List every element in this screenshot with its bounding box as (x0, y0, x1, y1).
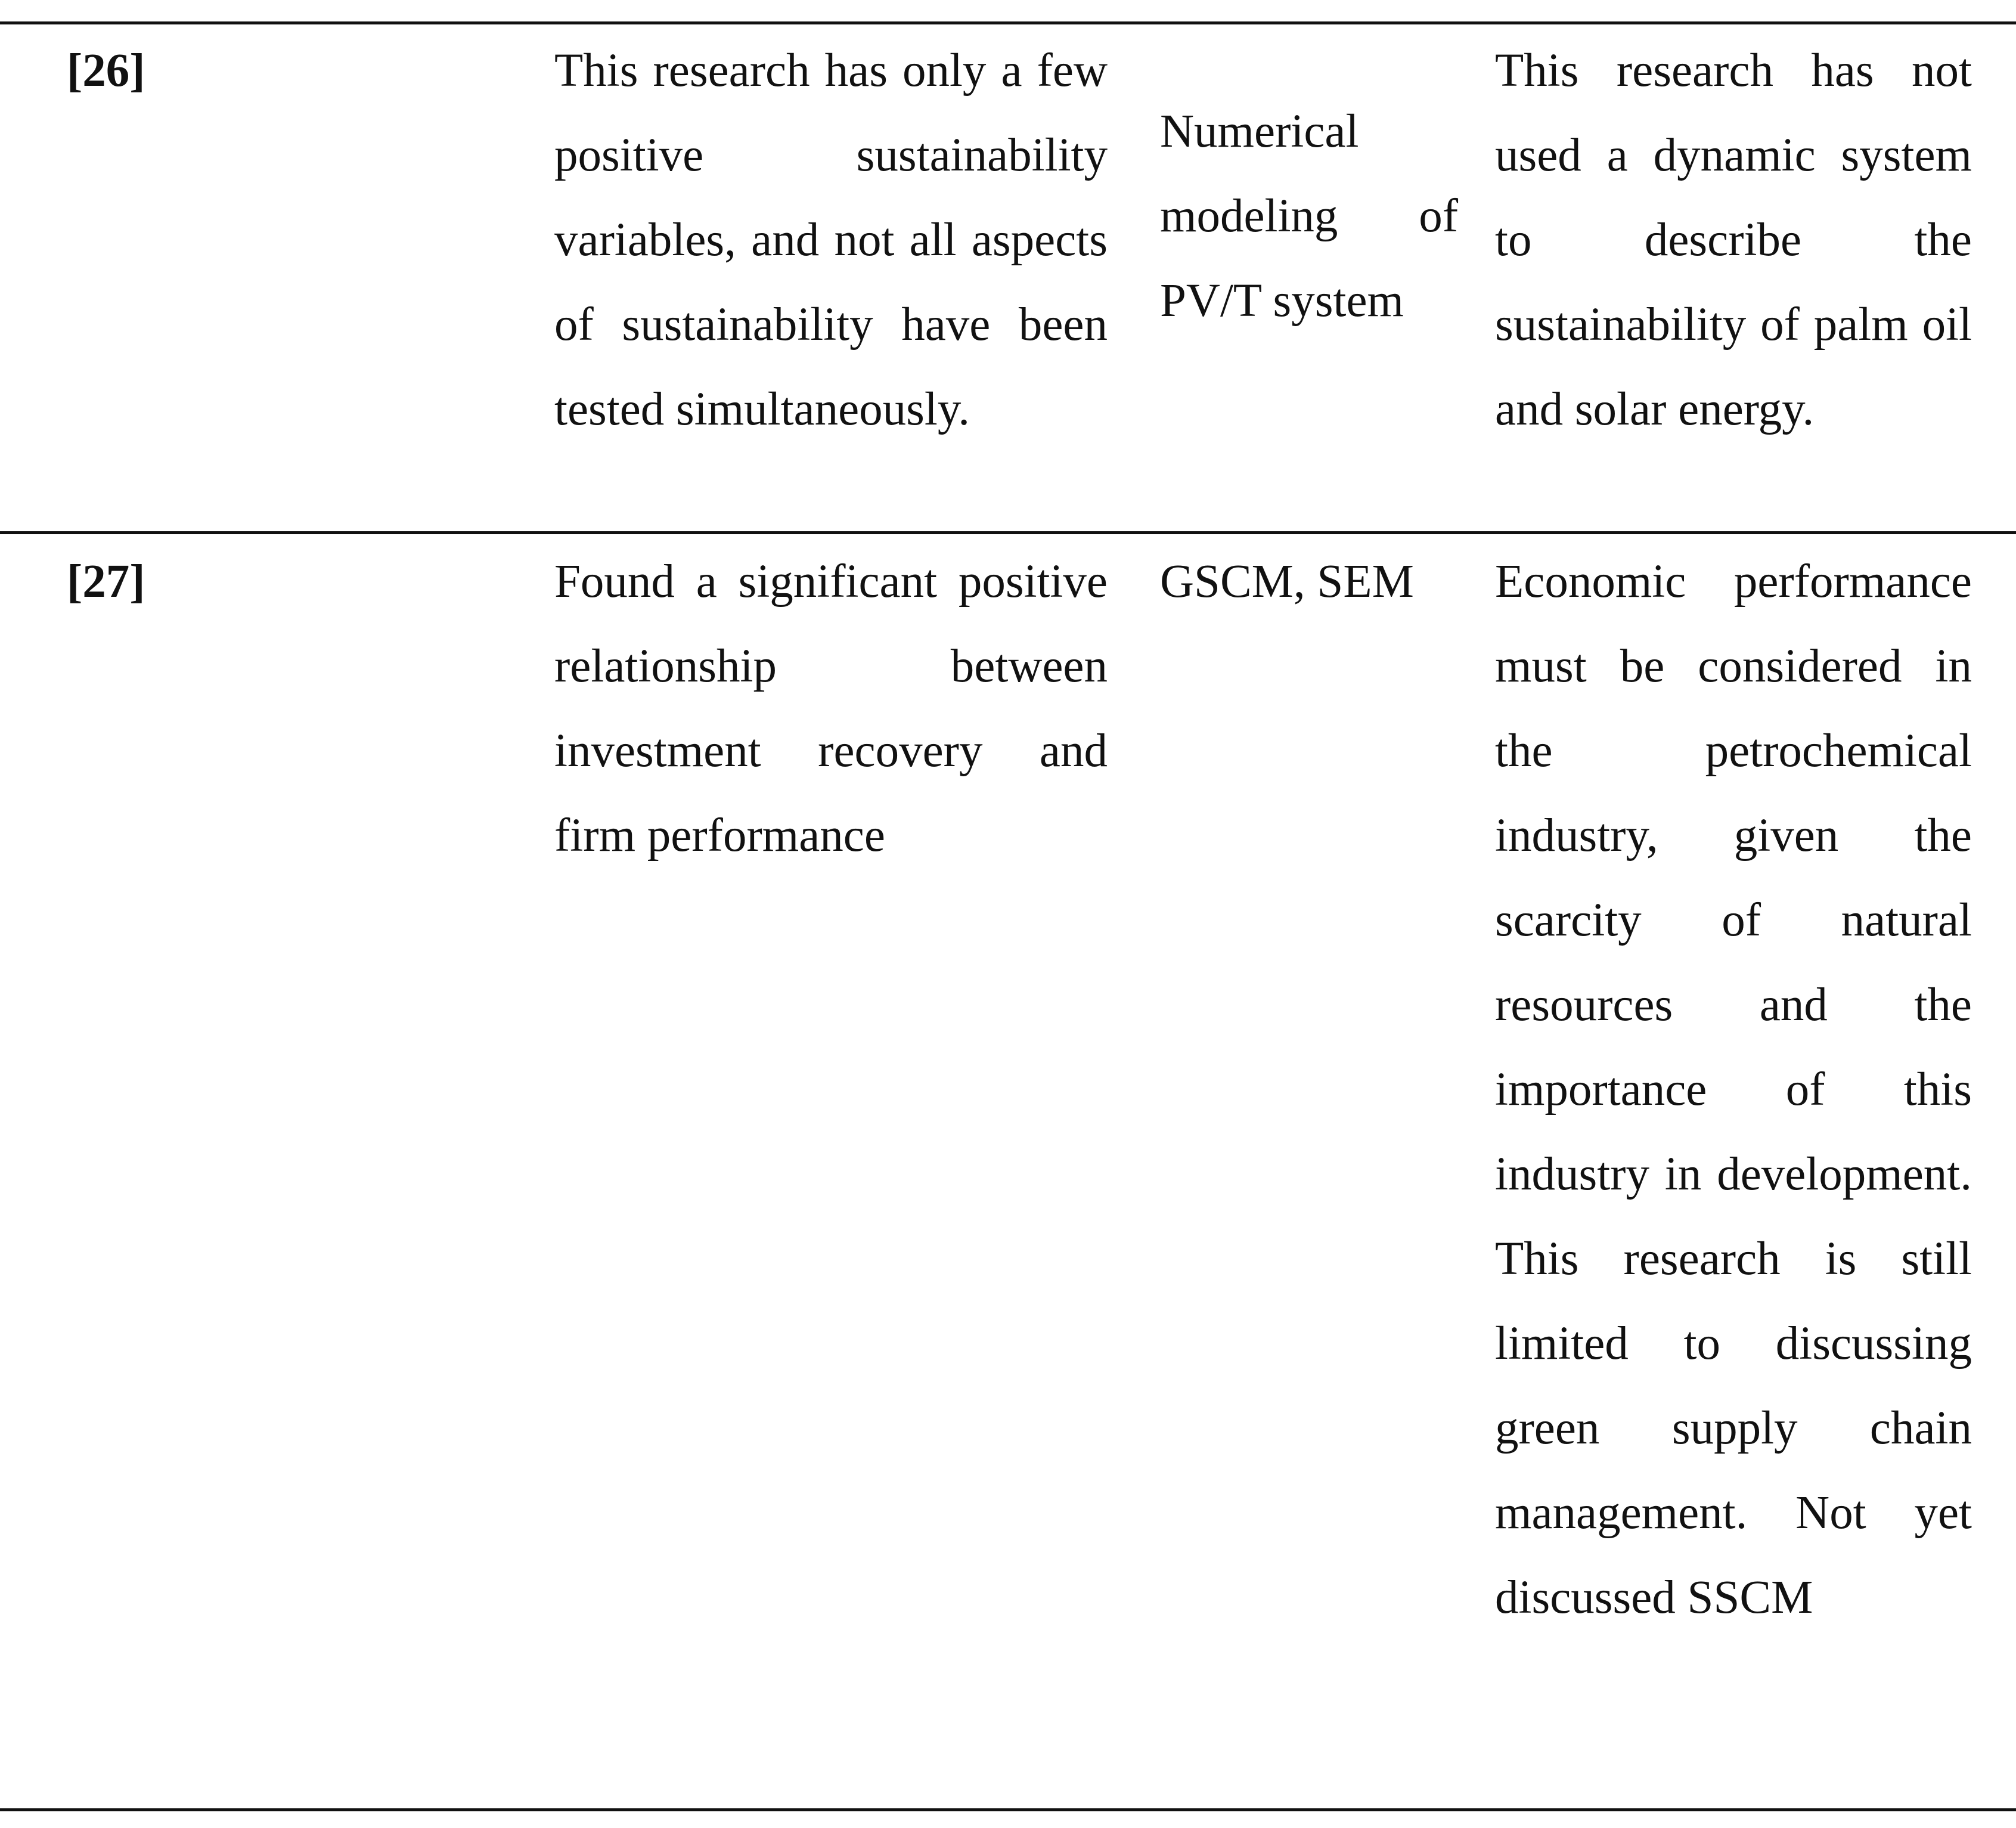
reference-cell: [26] (67, 45, 145, 97)
table-top-rule (0, 21, 2016, 24)
finding-cell: Found a significant positive relationship between investment recovery and firm performance (554, 556, 1108, 862)
table-bottom-rule (0, 1808, 2016, 1811)
reference-cell: [27] (67, 556, 145, 608)
method-cell: GSCM, SEM (1160, 556, 1414, 608)
method-cell: Numerical modeling of PV/T system (1160, 106, 1458, 327)
gap-cell: This research has not used a dynamic system to describe the sustainability of palm oil and solar energy. (1495, 45, 1972, 435)
gap-cell: Economic performance must be considered in the petrochemical industry, given the scarcity of natural resources and the importance of this industry in development. This research is still limited to discussing green supply chain management. Not yet discussed SSCM (1495, 556, 1972, 1623)
finding-cell: This research has only a few positive sustainability variables, and not all aspects of sustainability have been tested simultaneously. (554, 45, 1108, 435)
row-divider-rule (0, 531, 2016, 534)
